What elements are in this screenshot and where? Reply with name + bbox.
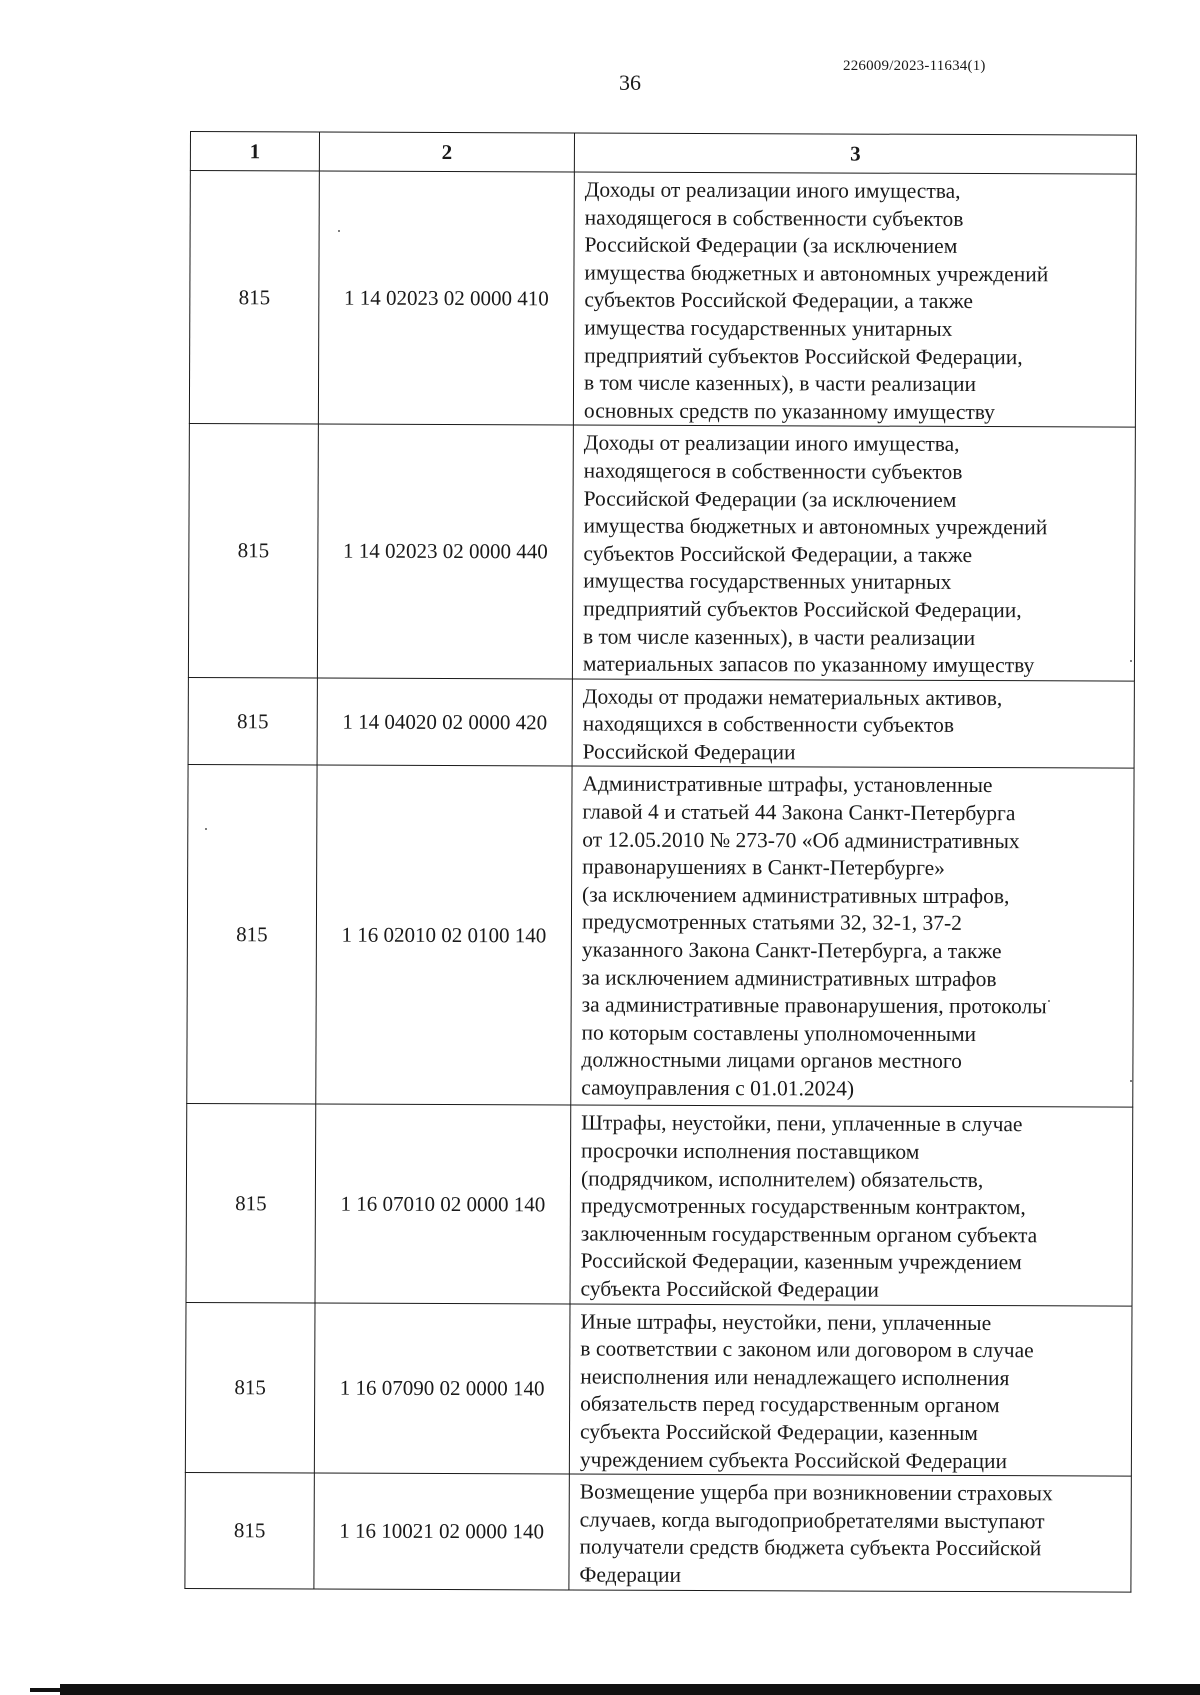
description-line: Административные штрафы, установленные xyxy=(582,771,993,798)
description-cell xyxy=(572,425,1135,680)
table-header-row xyxy=(190,132,1136,175)
description-line: субъектов Российской Федерации, а также xyxy=(583,541,973,567)
description-line: в том числе казенных), в части реализации xyxy=(583,624,976,650)
budget-code-cell: 1 14 02023 02 0000 410 xyxy=(318,171,574,425)
description-line: субъекта Российской Федерации, казенным xyxy=(579,1419,978,1446)
description-line: получатели средств бюджета субъекта Российской xyxy=(579,1534,1042,1561)
admin-code-cell: 815 xyxy=(187,765,317,1104)
description-line: случаев, когда выгодоприобретателями выступают xyxy=(579,1507,1045,1534)
description-line: находящегося в собственности субъектов xyxy=(584,205,964,231)
description-line: Доходы от реализации иного имущества, xyxy=(583,430,960,457)
description-line: предусмотренных статьями 32, 32-1, 37-2 xyxy=(581,909,962,936)
description-cell xyxy=(571,766,1134,1107)
table-row xyxy=(185,1302,1132,1476)
budget-code-cell: 1 14 04020 02 0000 420 xyxy=(317,678,572,767)
description-line: имущества государственных унитарных xyxy=(584,315,953,341)
description-line: Российской Федерации, казенным учреждением xyxy=(580,1248,1022,1275)
description-line: (за исключением административных штрафов, xyxy=(582,882,1010,908)
description-line: предприятий субъектов Российской Федерации, xyxy=(583,596,1022,623)
description-line: Возмещение ущерба при возникновении страховых xyxy=(579,1479,1053,1506)
description-line: субъектов Российской Федерации, а также xyxy=(584,287,974,314)
budget-codes-table xyxy=(184,131,1137,1592)
description-line: самоуправления с 01.01.2024) xyxy=(581,1075,855,1101)
budget-code-cell: 1 16 02010 02 0100 140 xyxy=(316,765,572,1105)
description-line: должностными лицами органов местного xyxy=(581,1047,962,1074)
table-row xyxy=(185,1473,1131,1592)
admin-code-cell: 815 xyxy=(185,1302,315,1473)
description-line: субъекта Российской Федерации xyxy=(580,1276,880,1302)
description-line: от 12.05.2010 № 273-70 «Об административных xyxy=(582,827,1020,853)
description-line: Российской Федерации xyxy=(582,739,796,765)
description-line: по которым составлены уполномоченными xyxy=(581,1020,977,1046)
description-line: предусмотренных государственным контрактом, xyxy=(580,1193,1026,1220)
description-line: обязательств перед государственным органом xyxy=(580,1391,1000,1418)
admin-code-cell: 815 xyxy=(186,1104,316,1303)
budget-code-cell: 1 16 07090 02 0000 140 xyxy=(314,1303,570,1475)
description-cell xyxy=(573,172,1136,427)
description-line: главой 4 и статьей 44 Закона Санкт-Петербурга xyxy=(582,799,1016,826)
table-row xyxy=(188,424,1135,681)
description-line: имущества государственных унитарных xyxy=(583,568,952,595)
description-line: предприятий субъектов Российской Федерации, xyxy=(584,343,1023,369)
description-line: правонарушениях в Санкт-Петербурге» xyxy=(582,854,946,881)
document-registration-number: 226009/2023-11634(1) xyxy=(843,58,986,74)
description-line: Российской Федерации (за исключением xyxy=(583,486,957,512)
table-row xyxy=(187,765,1134,1108)
description-line: Доходы от реализации иного имущества, xyxy=(584,177,961,203)
description-line: в соответствии с законом или договором в случае xyxy=(580,1336,1034,1363)
column-header-3: 3 xyxy=(574,133,1136,174)
scan-edge-bar xyxy=(60,1684,1200,1695)
description-line: материальных запасов по указанному имуществу xyxy=(582,651,1035,678)
description-line: указанного Закона Санкт-Петербурга, а также xyxy=(581,937,1002,964)
description-line: Доходы от продажи нематериальных активов, xyxy=(582,684,1003,710)
description-cell xyxy=(569,1304,1132,1477)
description-line: Российской Федерации (за исключением xyxy=(584,232,958,259)
table-row xyxy=(186,1104,1133,1306)
description-line: заключенным государственным органом субъекта xyxy=(580,1221,1038,1248)
description-line: за административные правонарушения, протоколы xyxy=(581,992,1047,1019)
budget-code-cell: 1 16 10021 02 0000 140 xyxy=(314,1473,569,1589)
page-number: 36 xyxy=(619,70,641,95)
description-line: Штрафы, неустойки, пени, уплаченные в случае xyxy=(581,1110,1023,1137)
description-line: имущества бюджетных и автономных учреждений xyxy=(583,513,1048,540)
admin-code-cell: 815 xyxy=(188,424,318,678)
description-line: в том числе казенных), в части реализации xyxy=(583,370,977,397)
description-line: неисполнения или ненадлежащего исполнения xyxy=(580,1364,1010,1390)
column-header-2: 2 xyxy=(319,132,574,172)
admin-code-cell: 815 xyxy=(189,171,319,425)
description-line: за исключением административных штрафов xyxy=(581,965,997,991)
description-line: находящегося в собственности субъектов xyxy=(583,458,963,484)
table-body xyxy=(185,171,1136,1592)
description-line: основных средств по указанному имуществу xyxy=(583,398,996,424)
admin-code-cell: 815 xyxy=(188,677,317,765)
description-line: находящихся в собственности субъектов xyxy=(582,711,955,738)
description-line: (подрядчиком, исполнителем) обязательств, xyxy=(580,1166,984,1192)
description-cell xyxy=(570,1105,1133,1305)
description-cell xyxy=(572,679,1134,769)
description-line: Иные штрафы, неустойки, пени, уплаченные xyxy=(580,1309,992,1335)
description-line: Федерации xyxy=(579,1562,682,1587)
budget-code-cell: 1 16 07010 02 0000 140 xyxy=(315,1104,571,1303)
description-cell xyxy=(569,1474,1131,1592)
admin-code-cell: 815 xyxy=(185,1473,314,1589)
table-header xyxy=(190,132,1136,175)
description-line: учреждением субъекта Российской Федерации xyxy=(579,1447,1008,1473)
table-row xyxy=(188,677,1134,768)
description-line: имущества бюджетных и автономных учреждений xyxy=(584,260,1049,287)
description-line: просрочки исполнения поставщиком xyxy=(581,1138,920,1164)
table-row xyxy=(189,171,1136,428)
budget-code-cell: 1 14 02023 02 0000 440 xyxy=(317,424,573,678)
column-header-1: 1 xyxy=(190,132,319,171)
